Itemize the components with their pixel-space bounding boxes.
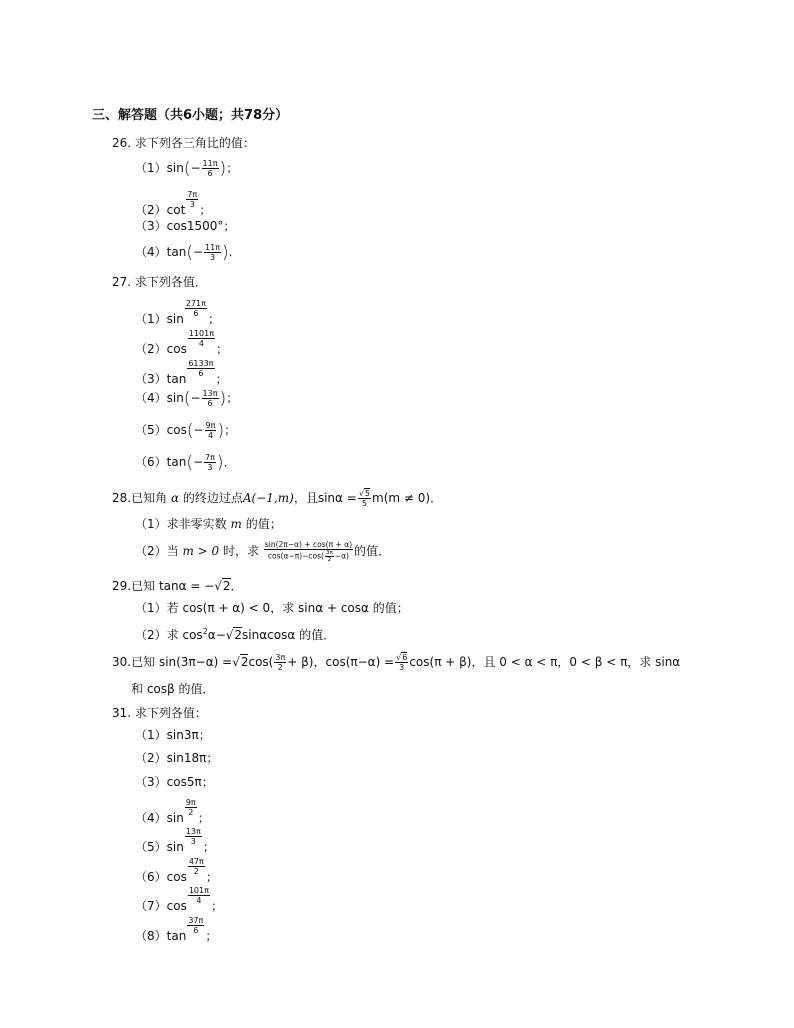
q31-item-4: （4）sin $\frac{9\pi}{2}$ ； <box>135 798 210 825</box>
q26-item-1: （1）sin(− $\frac{11\pi}{6}$ )； <box>135 159 239 179</box>
q27-item-3: （3）tan $\frac{6133\pi}{6}$ ； <box>135 359 228 386</box>
q27-item-4: （4）sin(− $\frac{13\pi}{6}$ )； <box>135 389 239 409</box>
q26-item-3: （3）cos1500°； <box>135 219 236 233</box>
q29-stem: 29.已知 tanα = −√2． <box>112 579 243 593</box>
q31-stem: 31. 求下列各值： <box>112 706 207 720</box>
q29-part-1: （1）若 cos(π + α) < 0，求 sinα + cosα 的值； <box>135 601 409 615</box>
q27-item-6: （6）tan(− $\frac{7\pi}{3}$ )． <box>135 453 236 473</box>
q28-part-2: （2）当 m > 0 时，求 sin(2π−α) + cos(π + α) cos(α−π)−cos( $\frac{3\pi}{2}$ −α) 的值． <box>135 540 391 563</box>
q31-item-5: （5）sin $\frac{13\pi}{3}$ ； <box>135 827 215 854</box>
q31-item-8: （8）tan $\frac{37\pi}{6}$ ； <box>135 916 218 943</box>
q31-item-1: （1）sin3π； <box>135 728 211 742</box>
q27-stem: 27. 求下列各值． <box>112 275 207 289</box>
section-title: 三、解答题（共6小题；共78分） <box>92 108 289 123</box>
q26-stem: 26. 求下列各三角比的值： <box>112 136 255 150</box>
q29-part-2: （2）求 $\cos^2\alpha-√2\sin\alpha\cos\alpha$ 的值． <box>135 627 336 642</box>
q31-item-3: （3）cos5π； <box>135 775 214 789</box>
q28-stem: 28.已知角 α 的终边过点A(−1,m)，且sinα = $\frac{√5}{5}$ m(m ≠ 0)． <box>112 489 443 508</box>
q27-item-2: （2）cos $\frac{1101\pi}{4}$ ； <box>135 329 229 356</box>
q28-part-1: （1）求非零实数 m 的值； <box>135 517 282 531</box>
q27-item-5: （5）cos(− $\frac{9\pi}{4}$ )； <box>135 421 237 441</box>
q31-item-7: （7）cos $\frac{101\pi}{4}$ ； <box>135 886 223 913</box>
q30-stem: 30.已知 sin(3π−α) =√2cos( $\frac{3\pi}{2}$ + β)，cos(π−α) = $\frac{√6}{3}$ cos(π + β)，且 0 < α < π，0 < β < π，求 sinα <box>112 653 681 672</box>
q30-line-2: 和 cosβ 的值． <box>131 682 215 696</box>
q27-item-1: （1）sin $\frac{271\pi}{6}$ ； <box>135 299 220 326</box>
q26-item-4: （4）tan(− $\frac{11\pi}{3}$ ). <box>135 243 233 263</box>
q26-item-2: （2）cot $\frac{7\pi}{3}$ ； <box>135 190 212 217</box>
q31-item-6: （6）cos $\frac{47\pi}{2}$ ； <box>135 857 218 884</box>
q31-item-2: （2）sin18π； <box>135 751 219 765</box>
